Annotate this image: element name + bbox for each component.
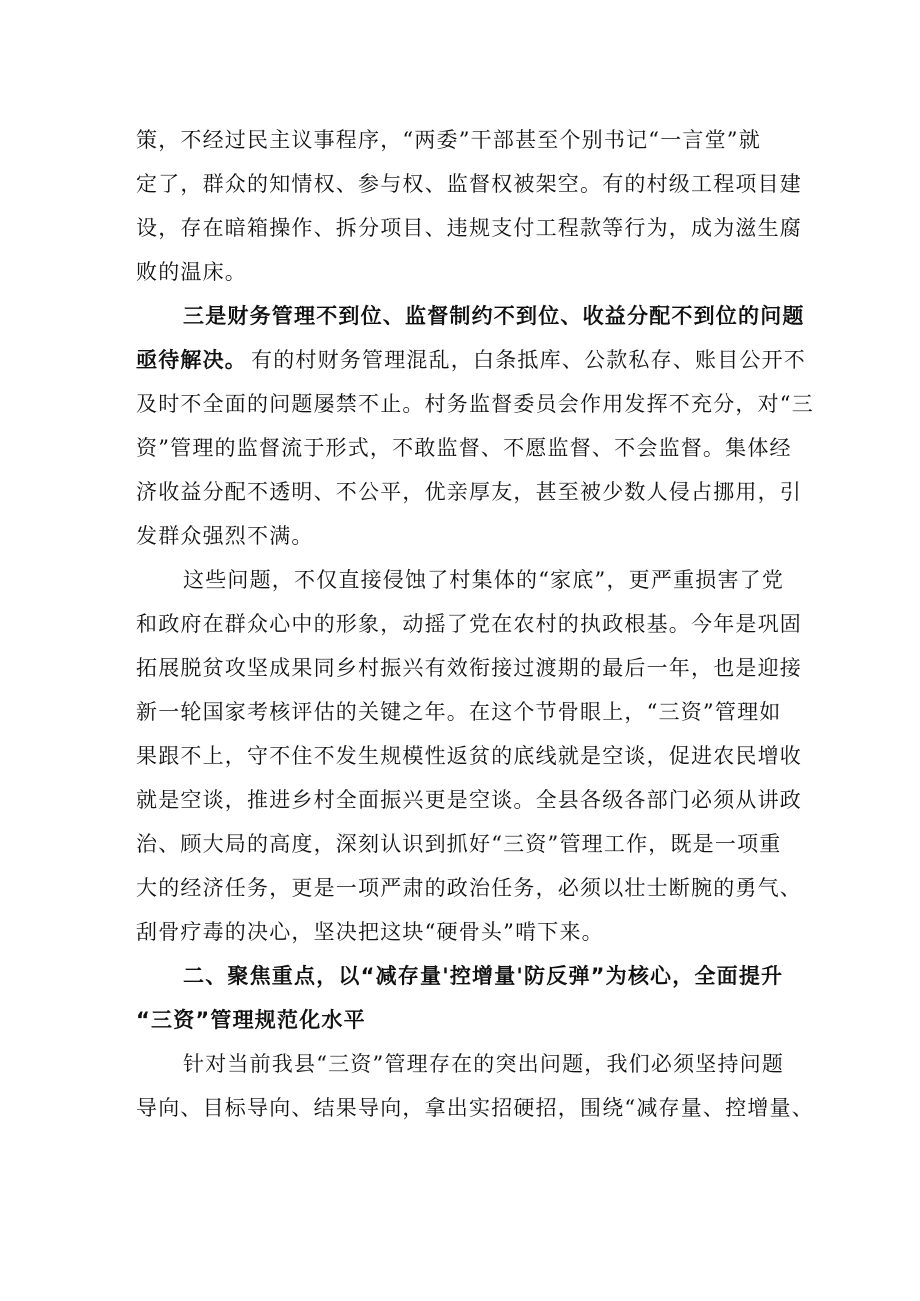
body-text-line: 导向、目标导向、结果导向，拿出实招硬招，围绕“减存量、控增量、 [136,1096,814,1120]
body-text-line: 及时不全面的问题屡禁不止。村务监督委员会作用发挥不充分，对“三 [136,392,814,416]
body-text-line: 大的经济任务，更是一项严肃的政治任务，必须以壮士断腕的勇气、 [136,876,802,900]
body-text-line: 刮骨疗毒的决心，坚决把这块“硬骨头”啃下来。 [136,920,604,944]
body-text-line: 果跟不上，守不住不发生规模性返贫的底线就是空谈，促进农民增收 [136,744,802,768]
body-text-line: 资”管理的监督流于形式，不敢监督、不愿监督、不会监督。集体经 [136,436,792,460]
body-text-line: 济收益分配不透明、不公平，优亲厚友，甚至被少数人侵占挪用，引 [136,480,802,504]
section-heading-line: 亟待解决。 [136,348,247,372]
section-heading-line: 二、聚焦重点，以“减存量'控增量'防反弹”为核心，全面提升 [183,964,784,988]
body-text-line: 新一轮国家考核评估的关键之年。在这个节骨眼上，“三资”管理如 [136,700,782,724]
body-text-line: 就是空谈，推进乡村全面振兴更是空谈。全县各级各部门必须从讲政 [136,788,802,812]
body-text-line: 设，存在暗箱操作、拆分项目、违规支付工程款等行为，成为滋生腐 [136,216,802,240]
body-text-line: 这些问题，不仅直接侵蚀了村集体的“家底”，更严重损害了党 [183,568,785,592]
body-text-line: 拓展脱贫攻坚成果同乡村振兴有效衔接过渡期的最后一年，也是迎接 [136,656,802,680]
body-text-line: 和政府在群众心中的形象，动摇了党在农村的执政根基。今年是巩固 [136,612,802,636]
body-text-line: 定了，群众的知情权、参与权、监督权被架空。有的村级工程项目建 [136,172,802,196]
section-heading-line: “三资”管理规范化水平 [136,1008,366,1032]
body-text-line: 治、顾大局的高度，深刻认识到抓好“三资”管理工作，既是一项重 [136,832,782,856]
body-text-line: 策，不经过民主议事程序，“两委”干部甚至个别书记“一言堂”就 [136,128,761,152]
body-text-line: 针对当前我县“三资”管理存在的突出问题，我们必须坚持问题 [183,1052,785,1076]
body-text-line: 败的温床。 [136,260,247,284]
section-heading-line: 三是财务管理不到位、监督制约不到位、收益分配不到位的问题 [183,304,805,328]
body-text-line: 有的村财务管理混乱，白条抵库、公款私存、账目公开不 [251,348,806,372]
body-text-line: 发群众强烈不满。 [136,524,314,548]
